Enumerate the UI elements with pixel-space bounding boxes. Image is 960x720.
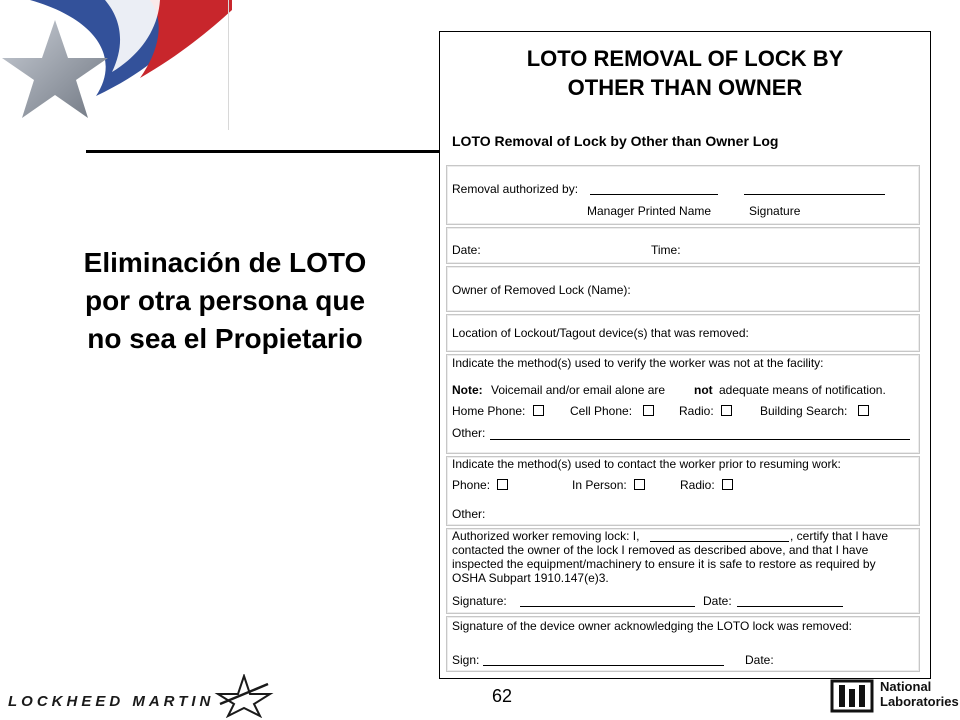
owner-label: Owner of Removed Lock (Name):	[452, 283, 631, 297]
date3-label: Date:	[745, 653, 774, 667]
manager-printed-name-caption: Manager Printed Name	[587, 204, 712, 218]
sign-line	[483, 665, 724, 666]
other2-label: Other:	[452, 507, 486, 521]
title-rule	[86, 150, 442, 153]
row-certification	[446, 528, 920, 614]
cert-line1-b: , certify that I have	[790, 529, 889, 543]
form-title-line1: LOTO REMOVAL OF LOCK BY	[526, 46, 844, 71]
phone-checkbox[interactable]	[497, 479, 508, 490]
row-location	[446, 314, 920, 352]
manager-name-line	[590, 194, 718, 195]
radio-label: Radio:	[679, 404, 714, 418]
worker-name-line	[650, 541, 789, 542]
sandia-thunderbird-icon	[830, 675, 874, 715]
row-verify-method	[446, 354, 920, 454]
note-text-1: Voicemail and/or email alone are	[491, 383, 666, 397]
lockheed-martin-wordmark: LOCKHEED MARTIN	[8, 693, 215, 710]
contact-method-label: Indicate the method(s) used to contact the worker prior to resuming work:	[452, 457, 841, 471]
radio2-checkbox[interactable]	[722, 479, 733, 490]
cell-phone-label: Cell Phone:	[570, 404, 633, 418]
home-phone-checkbox[interactable]	[533, 405, 544, 416]
time-label: Time:	[651, 243, 681, 257]
lockheed-star-icon	[214, 674, 274, 718]
signature-line-2	[520, 606, 695, 607]
verify-method-label: Indicate the method(s) used to verify the worker was not at the facility:	[452, 356, 824, 370]
other-label: Other:	[452, 426, 486, 440]
building-search-checkbox[interactable]	[858, 405, 869, 416]
signature-label: Signature:	[452, 594, 507, 608]
removal-authorized-label: Removal authorized by:	[452, 182, 579, 196]
star-logo-icon	[0, 0, 232, 130]
sandia-line2: Laboratories	[880, 694, 959, 709]
row-owner	[446, 266, 920, 312]
cert-line4: OSHA Subpart 1910.147(e)3.	[452, 571, 609, 585]
radio-checkbox[interactable]	[721, 405, 732, 416]
form-subtitle: LOTO Removal of Lock by Other than Owner Log	[452, 133, 779, 149]
note-text-2: adequate means of notification.	[719, 383, 886, 397]
date2-label: Date:	[703, 594, 732, 608]
owner-ack-label: Signature of the device owner acknowledging the LOTO lock was removed:	[452, 619, 852, 633]
loto-form	[439, 31, 931, 679]
location-label: Location of Lockout/Tagout device(s) that was removed:	[452, 326, 749, 340]
phone-label: Phone:	[452, 478, 491, 492]
cert-line2: contacted the owner of the lock I removed as described above, and that I have	[452, 543, 869, 557]
cert-line3: inspected the equipment/machinery to ensure it is safe to restore as required by	[452, 557, 876, 571]
building-search-label: Building Search:	[760, 404, 848, 418]
sandia-logo	[826, 663, 960, 720]
cert-line1-a: Authorized worker removing lock: I,	[452, 529, 640, 543]
note-not: not	[694, 383, 713, 397]
page-number: 62	[492, 686, 513, 706]
other-line	[490, 439, 910, 440]
slide-title: Eliminación de LOTO por otra persona que no sea el Propietario	[83, 247, 367, 354]
form-title-line2: OTHER THAN OWNER	[567, 75, 803, 100]
note-label: Note:	[452, 383, 483, 397]
lockheed-martin-logo	[0, 672, 280, 720]
sign-label: Sign:	[452, 653, 480, 667]
sandia-line1: National	[880, 679, 932, 694]
in-person-checkbox[interactable]	[634, 479, 645, 490]
signature-line	[744, 194, 885, 195]
in-person-label: In Person:	[572, 478, 627, 492]
vertical-divider	[228, 0, 229, 130]
date-label: Date:	[452, 243, 481, 257]
date2-line	[737, 606, 843, 607]
row-removal-authorized	[446, 165, 920, 225]
signature-caption: Signature	[749, 204, 801, 218]
radio2-label: Radio:	[680, 478, 715, 492]
home-phone-label: Home Phone:	[452, 404, 526, 418]
row-contact-method	[446, 456, 920, 526]
row-date-time	[446, 227, 920, 264]
cell-phone-checkbox[interactable]	[643, 405, 654, 416]
